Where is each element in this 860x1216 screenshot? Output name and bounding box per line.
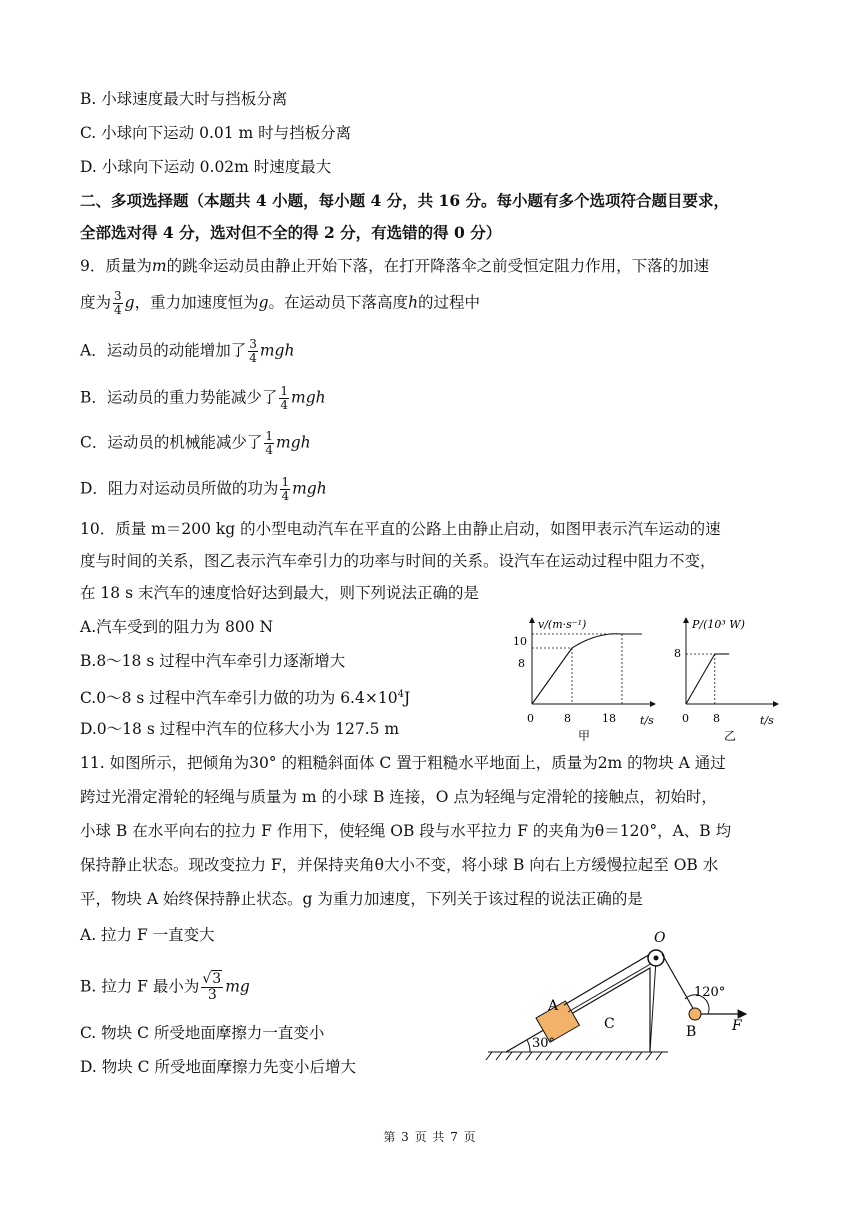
angle-120-label: 120° — [694, 985, 726, 1000]
q11-option-b — [80, 972, 250, 1003]
graph-yi — [668, 614, 788, 744]
x-tick-label: 8 — [564, 712, 571, 725]
label-f: F — [732, 1018, 742, 1034]
q10-stem-line1: 10．质量 m＝200 kg 的小型电动汽车在平直的公路上由静止启动，如图甲表示汽车运动的速 — [80, 520, 721, 538]
x-axis-label: t/s — [640, 714, 654, 727]
incline-c — [506, 968, 650, 1052]
rope-a-to-pulley-lower — [568, 962, 654, 1012]
x-axis-label: t/s — [760, 714, 774, 727]
section2-heading-line1: 二、多项选择题（本题共 4 小题，每小题 4 分，共 16 分。每小题有多个选项符合题目要求， — [80, 191, 730, 210]
q9-option-c — [80, 430, 311, 457]
y-tick-label: 8 — [674, 647, 681, 660]
q9-var-m: m — [151, 257, 167, 275]
q9-stem-text: ，重力加速度恒为 — [134, 293, 259, 312]
rope-a-to-pulley — [564, 953, 652, 1005]
q9-stem-text: 。在运动员下落高度 — [268, 293, 409, 312]
fraction-numerator: 1 — [281, 475, 290, 489]
fraction-sqrt3-over-3 — [201, 972, 223, 1003]
label-b: B — [686, 1024, 697, 1040]
angle-30-arc — [527, 1040, 530, 1052]
q11-option-a: A. 拉力 F 一直变大 — [80, 926, 215, 944]
y-tick-label: 10 — [513, 635, 527, 648]
ball-b — [689, 1008, 701, 1020]
y-axis-label: P/(10³ W) — [692, 618, 745, 631]
x-tick-label: 18 — [602, 712, 616, 725]
option-text: B．运动员的重力势能减少了 — [80, 388, 278, 407]
option-text: B. 拉力 F 最小为 — [80, 977, 200, 996]
q8-option-c: C. 小球向下运动 0.01 m 时与挡板分离 — [80, 124, 352, 142]
mgh-text: mgh — [292, 479, 327, 498]
y-axis-label: v/(m·s⁻¹) — [538, 618, 587, 631]
q10-option-c — [80, 684, 410, 709]
option-text: C．运动员的机械能减少了 — [80, 433, 263, 452]
mgh-text: mgh — [276, 433, 311, 452]
fraction-numerator: 3 — [249, 337, 257, 351]
q9-var-g: g — [258, 293, 269, 312]
fraction-numerator: √3 — [202, 971, 222, 987]
option-text: D．阻力对运动员所做的功为 — [80, 479, 279, 498]
q11-stem-line2: 跨过光滑定滑轮的轻绳与质量为 m 的小球 B 连接，O 点为轻绳与定滑轮的接触点，初始时， — [80, 788, 717, 806]
q11-stem-line3: 小球 B 在水平向右的拉力 F 作用下，使轻绳 OB 段与水平拉力 F 的夹角为θ＝120°，A、B 均 — [80, 822, 732, 840]
q8-option-b: B. 小球速度最大时与挡板分离 — [80, 90, 288, 108]
label-o: O — [654, 930, 666, 946]
incline-pulley-diagram — [484, 930, 774, 1064]
q9-option-d — [80, 476, 327, 503]
x-tick-label: 8 — [713, 712, 720, 725]
q10-option-a: A.汽车受到的阻力为 800 N — [80, 618, 274, 636]
fraction-denominator: 4 — [114, 303, 122, 317]
pulley-support — [650, 960, 656, 1052]
rope-ob — [662, 954, 694, 1010]
fraction-numerator: 3 — [114, 289, 122, 303]
q10-option-d: D.0～18 s 过程中汽车的位移大小为 127.5 m — [80, 720, 400, 738]
q10-option-b: B.8～18 s 过程中汽车牵引力逐渐增大 — [80, 652, 346, 670]
sqrt-radicand: 3 — [212, 971, 222, 987]
label-c: C — [604, 1016, 615, 1032]
q10-stem-line3: 在 18 s 末汽车的速度恰好达到最大，则下列说法正确的是 — [80, 584, 479, 602]
fraction-denominator: 4 — [249, 351, 257, 365]
label-a: A — [548, 998, 559, 1014]
fraction-1-4 — [264, 430, 274, 457]
q9-stem-line1 — [80, 255, 709, 277]
option-text: A．运动员的动能增加了 — [80, 341, 247, 360]
q9-fraction-3-4 — [113, 290, 123, 317]
q9-var-g: g — [124, 293, 135, 312]
q9-var-h: h — [408, 293, 419, 312]
fraction-1-4 — [279, 385, 289, 412]
mgh-text: mgh — [291, 388, 326, 407]
q11-option-d: D. 物块 C 所受地面摩擦力先变小后增大 — [80, 1058, 356, 1076]
series-line-segment — [532, 648, 572, 704]
q9-stem-text: 度为 — [80, 293, 112, 312]
fraction-denominator: 3 — [207, 987, 217, 1003]
graph-jia — [500, 614, 670, 744]
x-tick-label: 0 — [682, 712, 689, 725]
q11-stem-line4: 保持静止状态。现改变拉力 F，并保持夹角θ大小不变，将小球 B 向右上方缓慢拉起至 OB 水 — [80, 856, 719, 874]
pulley-axle — [654, 956, 659, 961]
page-footer: 第 3 页 共 7 页 — [383, 1130, 477, 1144]
option-text: J — [403, 689, 411, 708]
fraction-denominator: 4 — [280, 398, 289, 412]
graph-caption: 乙 — [724, 729, 737, 743]
q9-stem-text: 9．质量为 — [80, 257, 152, 275]
q9-option-a — [80, 338, 294, 365]
x-tick-label: 0 — [527, 712, 534, 725]
y-tick-label: 8 — [518, 657, 525, 670]
q10-stem-line2: 度与时间的关系，图乙表示汽车牵引力的功率与时间的关系。设汽车在运动过程中阻力不变， — [80, 552, 716, 570]
q9-stem-text: 的跳伞运动员由静止开始下落，在打开降落伞之前受恒定阻力作用，下落的加速 — [166, 257, 710, 275]
q11-stem-line5: 平，物块 A 始终保持静止状态。g 为重力加速度，下列关于该过程的说法正确的是 — [80, 890, 643, 908]
exponent: 4 — [397, 689, 404, 700]
ground-hatching — [486, 1052, 668, 1060]
angle-30-label: 30° — [532, 1036, 556, 1051]
fraction-numerator: 1 — [280, 384, 289, 398]
graph-caption: 甲 — [578, 729, 591, 743]
q9-stem-line2 — [80, 290, 480, 317]
fraction-denominator: 4 — [265, 443, 274, 457]
series-curve-segment — [572, 634, 622, 648]
mg-text: mg — [225, 977, 250, 996]
mgh-text: mgh — [259, 341, 295, 360]
q8-option-d: D. 小球向下运动 0.02m 时速度最大 — [80, 158, 332, 176]
fraction-1-4 — [280, 476, 290, 503]
q11-option-c: C. 物块 C 所受地面摩擦力一直变小 — [80, 1024, 325, 1042]
series-line-segment — [686, 654, 715, 704]
q9-option-b — [80, 385, 326, 412]
fraction-numerator: 1 — [265, 429, 274, 443]
option-text: C.0～8 s 过程中汽车牵引力做的功为 6.4×10 — [80, 689, 398, 708]
section2-heading-line2: 全部选对得 4 分，选对但不全的得 2 分，有选错的得 0 分） — [80, 223, 502, 242]
fraction-denominator: 4 — [281, 489, 290, 503]
fraction-3-4 — [248, 338, 258, 365]
q9-stem-text: 的过程中 — [418, 293, 481, 312]
q11-stem-line1: 11. 如图所示，把倾角为30° 的粗糙斜面体 C 置于粗糙水平地面上，质量为2m 的物块 A 通过 — [80, 754, 726, 772]
